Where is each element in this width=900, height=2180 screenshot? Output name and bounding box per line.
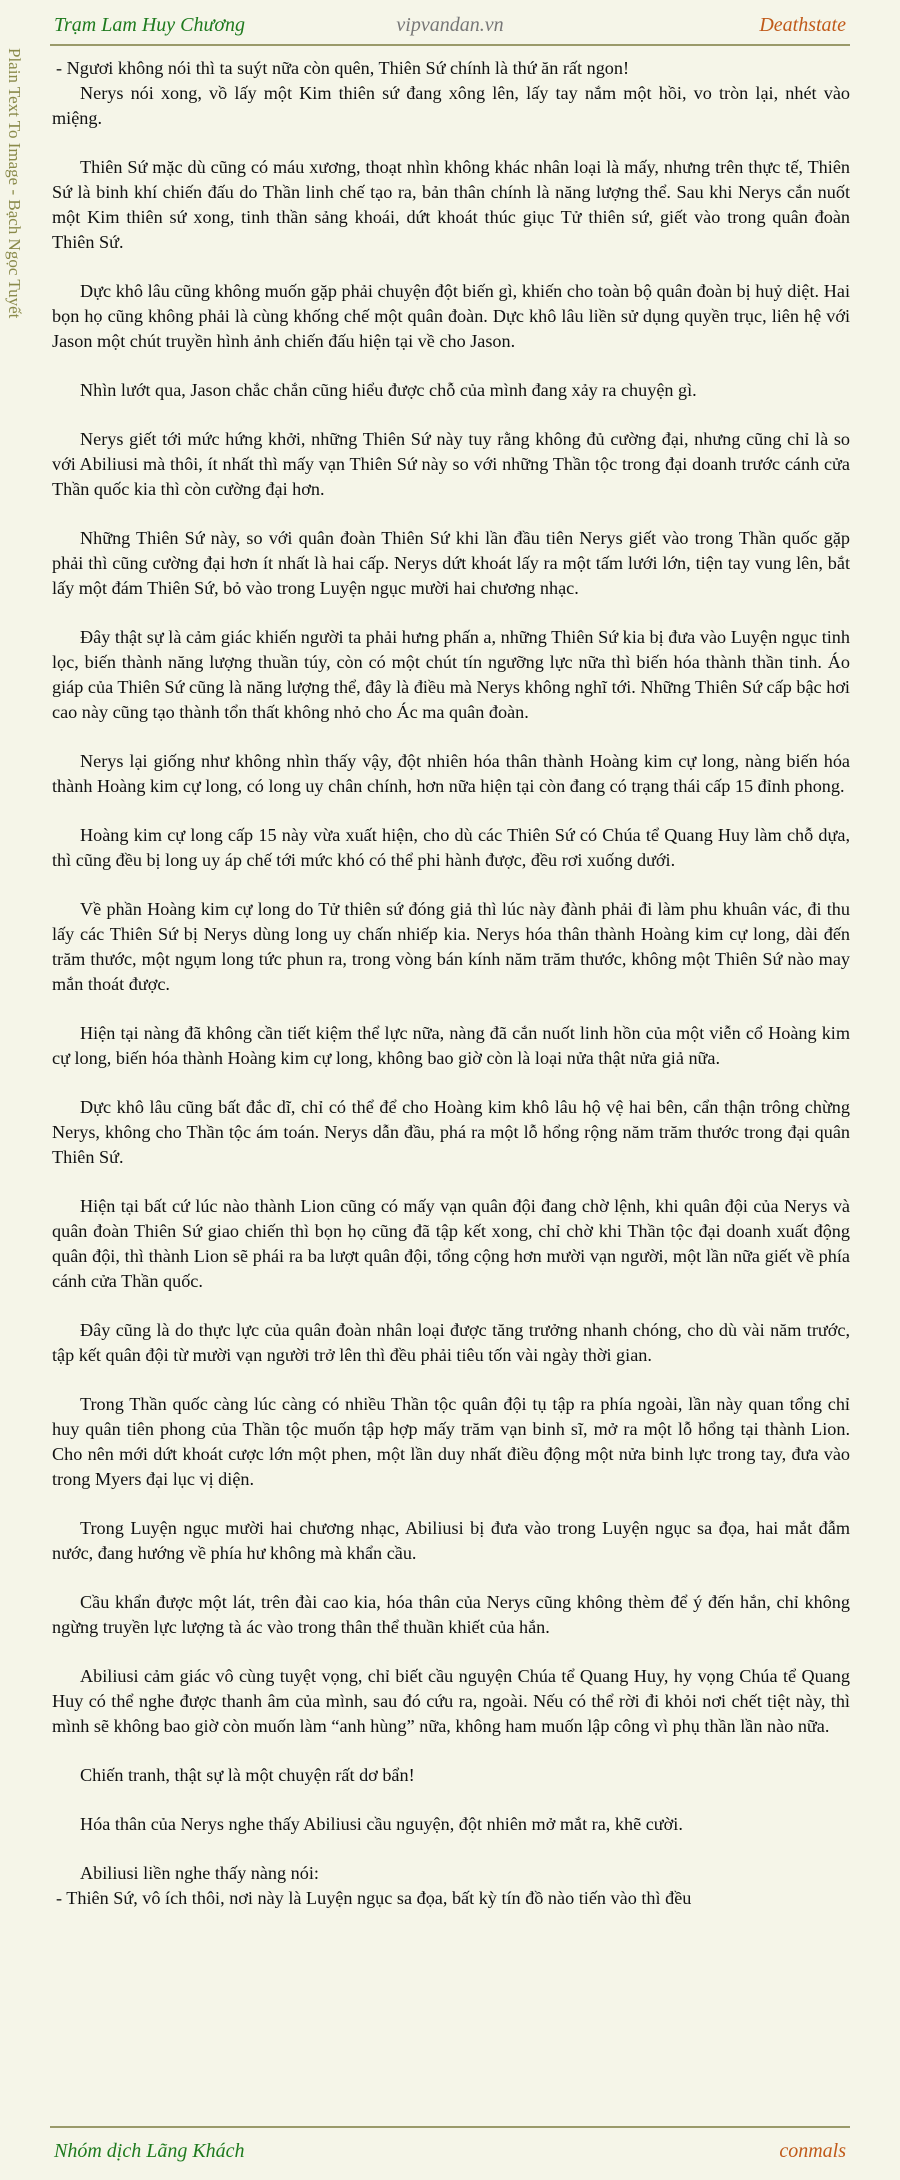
header-right-title: Deathstate [759, 14, 846, 36]
paragraph: - Ngươi không nói thì ta suýt nữa còn quên, Thiên Sứ chính là thứ ăn rất ngon! [56, 58, 630, 78]
paragraph: Đây thật sự là cảm giác khiến người ta phải hưng phấn a, những Thiên Sứ kia bị đưa vào Luyện ngục tinh lọc, biến thành năng lượng thuần túy, còn có một chút tín ngưỡng lực nữa thì biến hóa thành thần tinh. Áo giáp của Thiên Sứ cũng là năng lượng thể, đây là điều mà Nerys không nghĩ tới. Những Thiên Sứ cấp bậc hơi cao này cũng tạo thành tổn thất không nhỏ cho Ác ma quân đoàn. [52, 627, 850, 722]
paragraph: Hiện tại bất cứ lúc nào thành Lion cũng có mấy vạn quân đội đang chờ lệnh, khi quân đội của Nerys và quân đoàn Thiên Sứ giao chiến thì bọn họ cũng đã tập kết xong, chỉ chờ khi Thần tộc đại doanh xuất động quân đội, thì thành Lion sẽ phái ra ba lượt quân đội, tổng cộng hơn mười vạn người, một lần nữa giết về phía cánh cửa Thần quốc. [52, 1196, 850, 1291]
paragraph: Abiliusi liền nghe thấy nàng nói: [80, 1863, 319, 1883]
page-footer [50, 2126, 850, 2174]
page-header [50, 8, 850, 46]
paragraph: Về phần Hoàng kim cự long do Tử thiên sứ đóng giả thì lúc này đành phải đi làm phu khuân vác, đi thu lấy các Thiên Sứ bị Nerys dùng long uy chấn nhiếp kia. Nerys hóa thân thành Hoàng kim cự long, dài đến trăm thước, một ngụm long tức phun ra, trong vòng bán kính năm trăm thước, không một Thiên Sứ nào may mắn thoát được. [52, 899, 850, 994]
sidebar-text: Plain Text To Image - Bạch Ngọc Tuyết [5, 48, 24, 319]
paragraph: Những Thiên Sứ này, so với quân đoàn Thiên Sứ khi lần đầu tiên Nerys giết vào trong Thần quốc gặp phải thì cũng cường đại hơn ít nhất là hai cấp. Nerys dứt khoát lấy ra một tấm lưới lớn, tiện tay vung lên, bắt lấy một đám Thiên Sứ, bỏ vào trong Luyện ngục mười hai chương nhạc. [52, 528, 850, 598]
paragraph: Trong Luyện ngục mười hai chương nhạc, Abiliusi bị đưa vào trong Luyện ngục sa đọa, hai mắt đẫm nước, đang hướng về phía hư không mà khẩn cầu. [52, 1518, 850, 1563]
paragraph: Đây cũng là do thực lực của quân đoàn nhân loại được tăng trưởng nhanh chóng, cho dù vài năm trước, tập kết quân đội từ mười vạn người trở lên thì đều phải tiêu tốn vài ngày thời gian. [52, 1320, 850, 1365]
paragraph: Abiliusi cảm giác vô cùng tuyệt vọng, chỉ biết cầu nguyện Chúa tể Quang Huy, hy vọng Chúa tể Quang Huy có thể nghe được thanh âm của mình, sau đó cứu ra, ngoài. Nếu có thể rời đi khỏi nơi chết tiệt này, thì mình sẽ không bao giờ còn muốn làm “anh hùng” nữa, không ham muốn lập công vì phụ thần lần nào nữa. [52, 1666, 850, 1736]
header-left-title: Trạm Lam Huy Chương [54, 14, 246, 36]
footer-editor: conmals [779, 2140, 846, 2162]
sidebar-watermark [4, 48, 44, 408]
paragraph: Trong Thần quốc càng lúc càng có nhiều Thần tộc quân đội tụ tập ra phía ngoài, lần này quan tổng chỉ huy quân tiên phong của Thần tộc muốn tập hợp mấy trăm vạn binh sĩ, mở ra một lỗ hổng tại thành Lion. Cho nên mới dứt khoát cược lớn một phen, một lần duy nhất điều động một nửa binh lực trong tay, đưa vào trong Myers đại lục vị diện. [52, 1394, 850, 1489]
paragraph: Dực khô lâu cũng bất đắc dĩ, chỉ có thể để cho Hoàng kim khô lâu hộ vệ hai bên, cẩn thận trông chừng Nerys, không cho Thần tộc ám toán. Nerys dẫn đầu, phá ra một lỗ hổng rộng năm trăm thước trong đại quân Thiên Sứ. [52, 1097, 850, 1167]
paragraph: Nerys nói xong, vồ lấy một Kim thiên sứ đang xông lên, lấy tay nắm một hồi, vo tròn lại, nhét vào miệng. [52, 83, 850, 128]
paragraph: Hoàng kim cự long cấp 15 này vừa xuất hiện, cho dù các Thiên Sứ có Chúa tể Quang Huy làm chỗ dựa, thì cũng đều bị long uy áp chế tới mức khó có thể phi hành được, đều rơi xuống dưới. [52, 825, 850, 870]
footer-translator: Nhóm dịch Lãng Khách [54, 2140, 245, 2162]
paragraph: Chiến tranh, thật sự là một chuyện rất dơ bẩn! [80, 1765, 415, 1785]
paragraph: Cầu khẩn được một lát, trên đài cao kia, hóa thân của Nerys cũng không thèm để ý đến hắn, chỉ không ngừng truyền lực lượng tà ác vào trong thân thể thuần khiết của hắn. [52, 1592, 850, 1637]
paragraph: Thiên Sứ mặc dù cũng có máu xương, thoạt nhìn không khác nhân loại là mấy, nhưng trên thực tế, Thiên Sứ là binh khí chiến đấu do Thần linh chế tạo ra, bản thân chính là năng lượng thể. Sau khi Nerys cắn nuốt một Kim thiên sứ xong, tinh thần sảng khoái, dứt khoát thúc giục Tử thiên sứ, giết vào trong quân đoàn Thiên Sứ. [52, 157, 850, 252]
header-site: vipvandan.vn [396, 14, 504, 36]
paragraph: Nerys giết tới mức hứng khởi, những Thiên Sứ này tuy rằng không đủ cường đại, nhưng cũng chỉ là so với Abiliusi mà thôi, ít nhất thì mấy vạn Thiên Sứ này so với những Thần tộc trong đại doanh trước cánh cửa Thần quốc kia thì còn cường đại hơn. [52, 429, 850, 499]
paragraph: Dực khô lâu cũng không muốn gặp phải chuyện đột biến gì, khiến cho toàn bộ quân đoàn bị huỷ diệt. Hai bọn họ cũng không phải là cùng khống chế một quân đoàn. Dực khô lâu liền sử dụng quyền trục, liên hệ với Jason một chút truyền hình ảnh chiến đấu hiện tại về cho Jason. [52, 281, 850, 351]
paragraph: Hóa thân của Nerys nghe thấy Abiliusi cầu nguyện, đột nhiên mở mắt ra, khẽ cười. [80, 1814, 683, 1834]
paragraph: Nerys lại giống như không nhìn thấy vậy, đột nhiên hóa thân thành Hoàng kim cự long, nàng biến hóa thành Hoàng kim cự long, có long uy chân chính, hơn nữa hiện tại còn đang có trạng thái cấp 15 đỉnh phong. [52, 751, 850, 796]
paragraph: Hiện tại nàng đã không cần tiết kiệm thể lực nữa, nàng đã cắn nuốt linh hồn của một viễn cổ Hoàng kim cự long, biến hóa thành Hoàng kim cự long, không bao giờ còn là loại nửa thật nửa giả nữa. [52, 1023, 850, 1068]
paragraph: Nhìn lướt qua, Jason chắc chắn cũng hiểu được chỗ của mình đang xảy ra chuyện gì. [80, 380, 697, 400]
paragraph: - Thiên Sứ, vô ích thôi, nơi này là Luyện ngục sa đọa, bất kỳ tín đồ nào tiến vào thì đều [56, 1888, 692, 1908]
document-body [52, 56, 850, 2116]
